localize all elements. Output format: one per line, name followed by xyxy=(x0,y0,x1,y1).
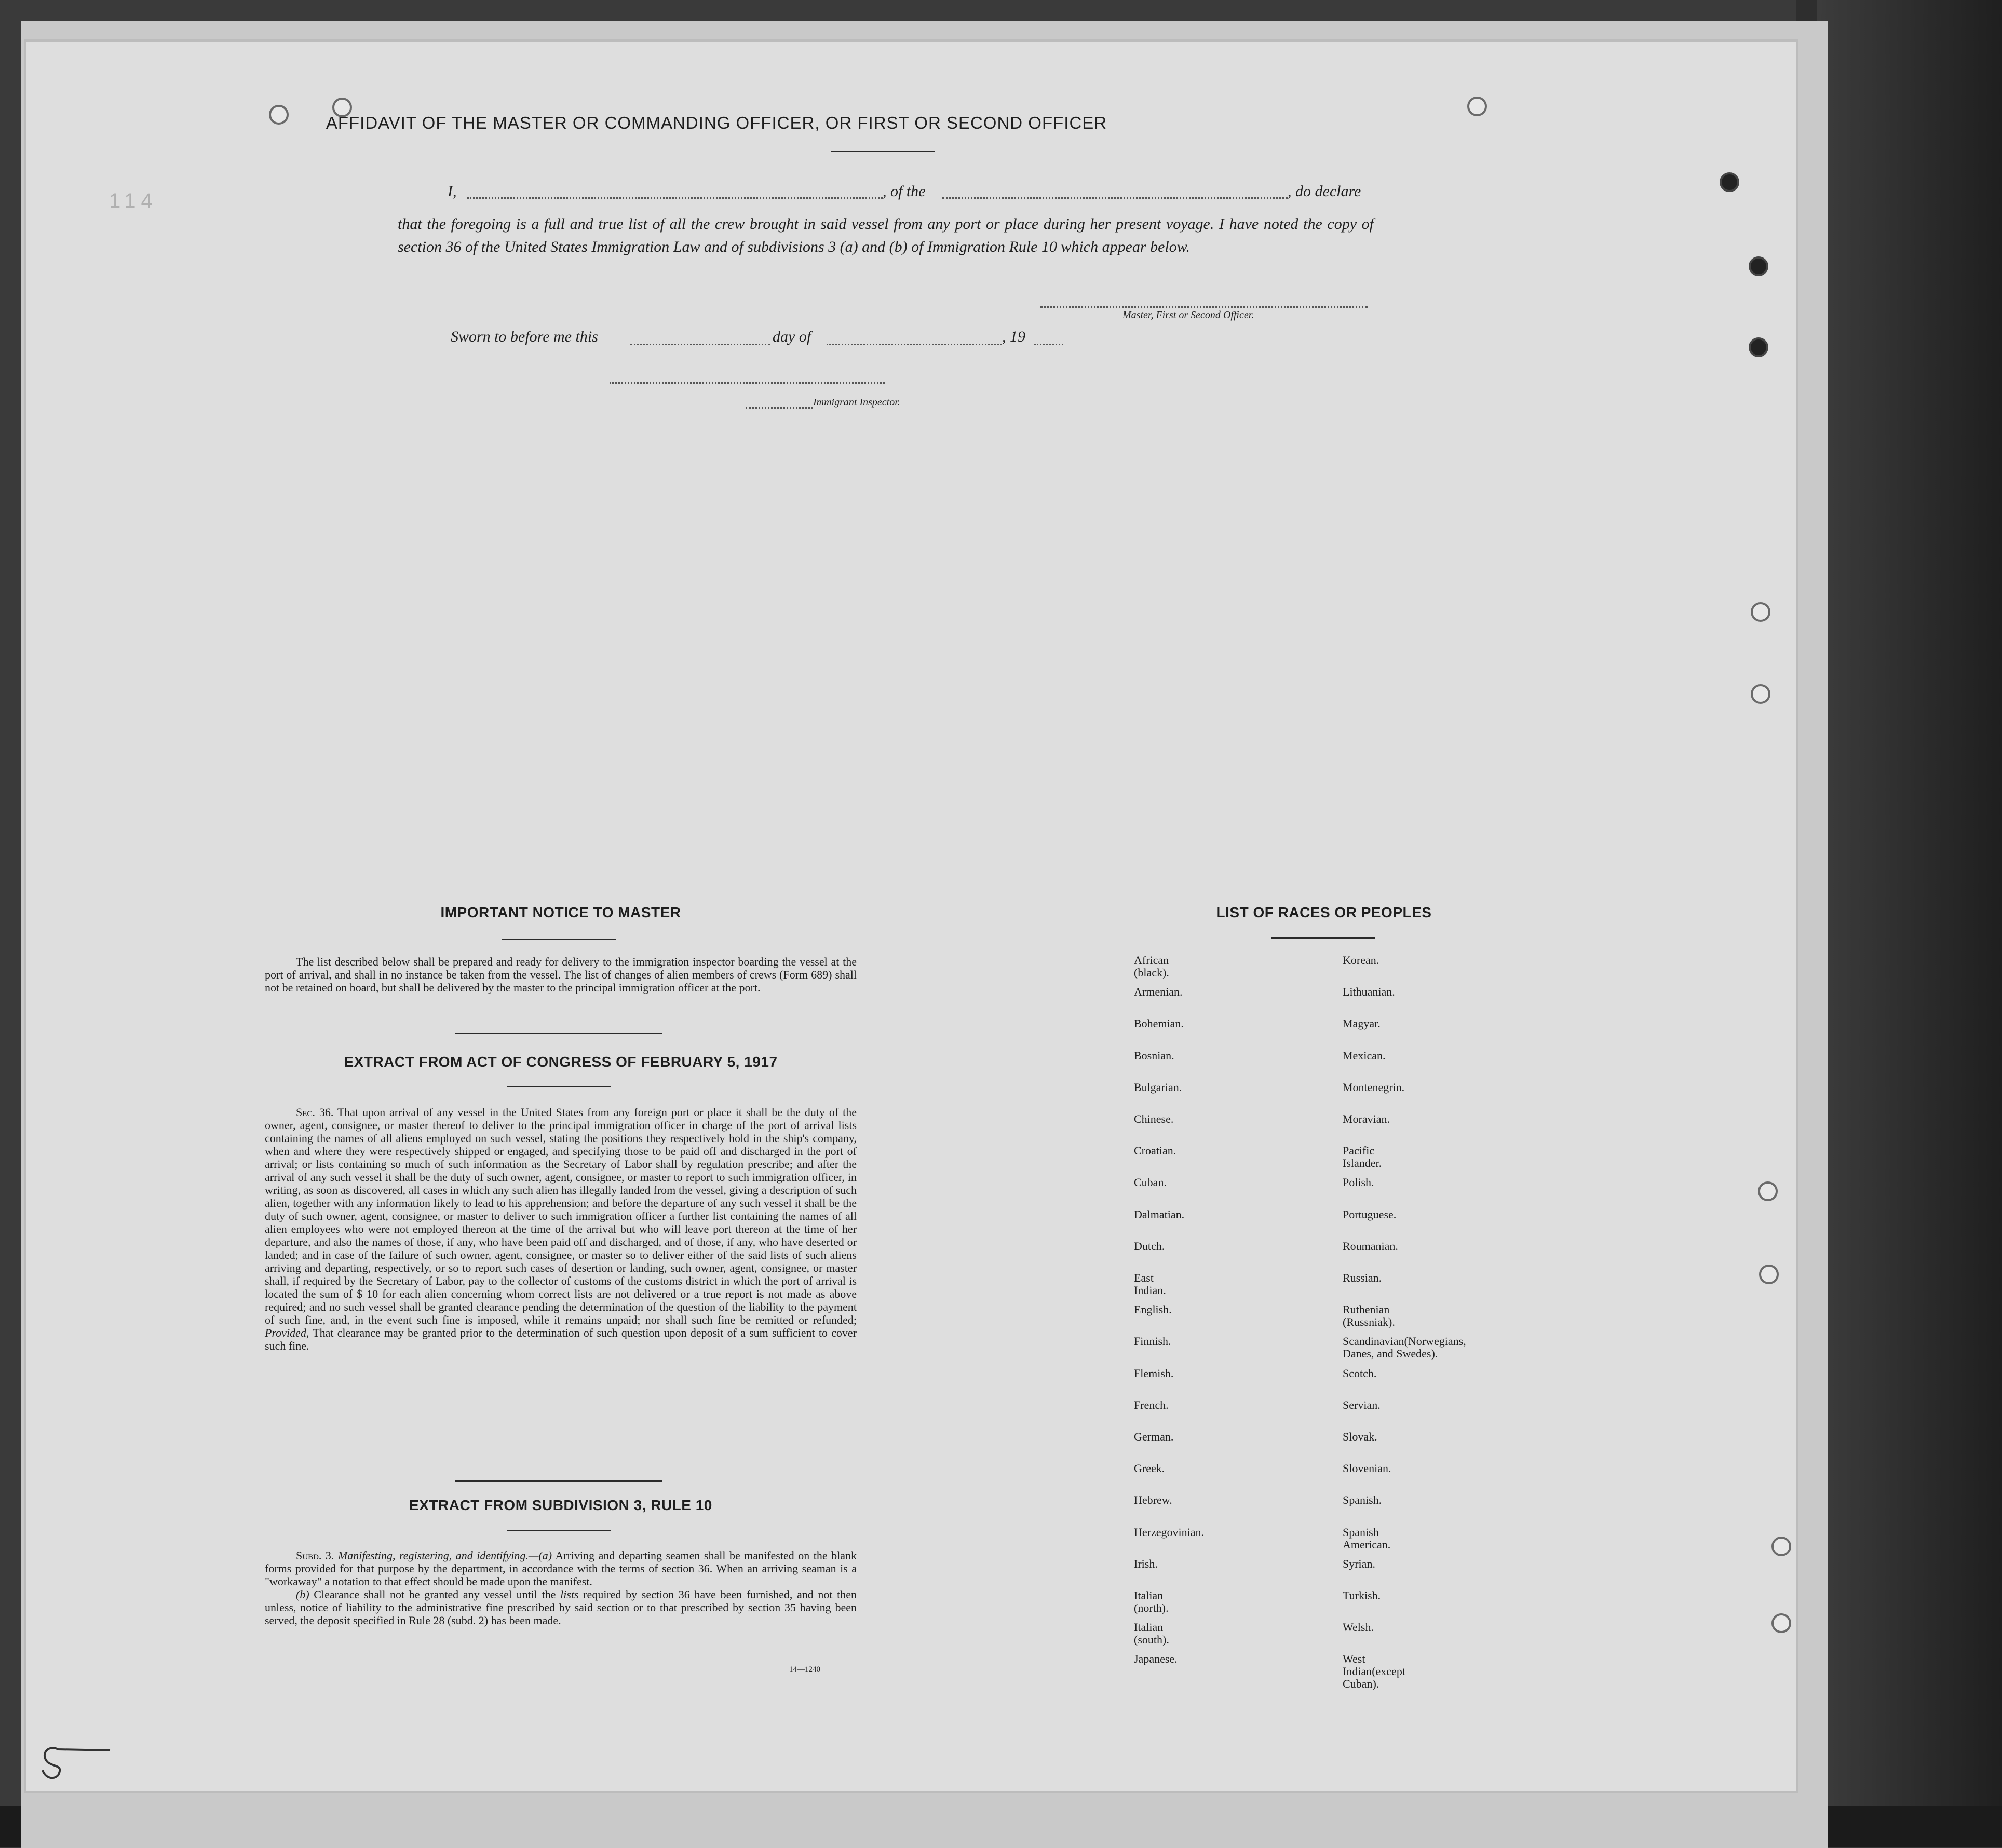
act-extract-title: EXTRACT FROM ACT OF CONGRESS OF FEBRUARY 5, 1917 xyxy=(344,1054,778,1070)
race-item: Magyar. xyxy=(1343,1017,1381,1030)
race-item: English. xyxy=(1134,1303,1172,1316)
race-item: Mexican. xyxy=(1343,1049,1386,1062)
subd-label: Subd. 3. xyxy=(296,1549,334,1562)
race-item: West Indian(except Cuban). xyxy=(1343,1652,1405,1691)
signature-label: Master, First or Second Officer. xyxy=(1122,309,1254,321)
sec-36-body: 36. That upon arrival of any vessel in the United States from any foreign port or place it shall be the duty of the owner, agent, consignee, or master thereof to deliver to the principal immigration officer in charge of the port of arrival lists containing the names of all aliens employed on such vessel, stating the positions they respectively hold in the ship's company, when and where they were respectively shipped or engaged, and specifying those to be paid off and discharged in the port of arrival; or lists containing so much of such information as the Secretary of Labor shall by regulation prescribe; and after the arrival of any such vessel it shall be the duty of such owner, agent, consignee, or master to report to such immigration officer, in writing, as soon as discovered, all cases in which any such alien has illegally landed from the vessel, giving a description of such alien, together with any information likely to lead to his apprehension; and before the departure of any such vessel it shall be the duty of such owner, agent, consignee, or master to deliver to such immigration officer a further list containing the names of all alien employees who were not employed thereon at the time of the arrival but who will leave port thereon at the time of her departure, and also the names of those, if any, who have been paid off and discharged, and of those, if any, who have deserted or landed; and in case of the failure of such owner, agent, consignee, or master so to deliver either of the said lists of such aliens arriving and departing, respectively, or so to report such cases of desertion or landing, such owner, agent, consignee, or master shall, if required by the Secretary of Labor, pay to the collector of customs of the customs district in which the port of arrival is located the sum of $ 10 for each alien concerning whom correct lists are not delivered or a true report is not made as above required; and no such vessel shall be granted clearance pending the determination of the question of the liability to the payment of such fine, and, in the event such fine is imposed, while it remains unpaid; nor shall such fine be remitted or refunded; xyxy=(265,1106,857,1326)
race-item: Croatian. xyxy=(1134,1144,1176,1158)
sworn-prefix: Sworn to before me this xyxy=(451,328,598,345)
punch-hole-icon xyxy=(1758,1181,1778,1201)
race-item: Scandinavian(Norwegians, Danes, and Swedes). xyxy=(1343,1335,1466,1361)
notice-divider xyxy=(455,1033,662,1034)
race-item: Italian (north). xyxy=(1134,1589,1169,1614)
punch-hole-icon xyxy=(1749,337,1768,357)
subd-a-text: Arriving and departing seamen shall be manifested on the blank forms provided for that purpose by the department, in accordance with the terms of section 36. When an arriving seaman is a "workaway" a notation to that effect should be made upon the manifest. xyxy=(265,1549,857,1588)
punch-hole-icon xyxy=(1751,684,1770,704)
handwritten-mark-icon xyxy=(37,1739,115,1786)
inspector-line[interactable] xyxy=(610,382,885,384)
race-item: Moravian. xyxy=(1343,1112,1390,1125)
race-item: Japanese. xyxy=(1134,1652,1178,1666)
race-item: Bulgarian. xyxy=(1134,1080,1182,1094)
punch-hole-icon xyxy=(1771,1537,1791,1556)
race-item: Korean. xyxy=(1343,954,1379,967)
race-item: Greek. xyxy=(1134,1462,1165,1475)
provided-word: Provided, xyxy=(265,1326,309,1339)
notice-title: IMPORTANT NOTICE TO MASTER xyxy=(440,904,681,920)
document-page xyxy=(26,42,1796,1791)
vessel-blank[interactable] xyxy=(942,197,1288,199)
races-rule xyxy=(1271,937,1375,939)
race-item: Ruthenian (Russniak). xyxy=(1343,1303,1395,1329)
race-item: Pacific Islander. xyxy=(1343,1144,1382,1170)
race-item: East Indian. xyxy=(1134,1271,1166,1297)
punch-hole-icon xyxy=(1751,602,1770,622)
subd-b-paragraph xyxy=(265,1588,857,1627)
section-36-paragraph xyxy=(265,1106,857,1352)
subd-b-label: (b) xyxy=(296,1588,309,1601)
signature-line[interactable] xyxy=(1040,306,1368,308)
subd-a-paragraph xyxy=(265,1549,857,1588)
sworn-day-of: day of xyxy=(773,328,811,345)
inspector-label: Immigrant Inspector. xyxy=(813,397,900,408)
race-item: African (black). xyxy=(1134,954,1169,979)
races-title: LIST OF RACES OR PEOPLES xyxy=(1216,904,1432,920)
punch-hole-icon xyxy=(1720,172,1739,192)
affidavit-i: I, xyxy=(448,183,457,200)
race-item: Turkish. xyxy=(1343,1589,1381,1602)
subd-b-text-2: required by section 36 have been furnished, and not then unless, notice of liability to the administrative fine prescribed by said section or to that prescribed by section 35 having been served, the deposit specified in Rule 28 (subd. 2) has been made. xyxy=(265,1588,857,1627)
sworn-day-blank[interactable] xyxy=(630,344,770,345)
race-item: Welsh. xyxy=(1343,1621,1374,1634)
race-item: Spanish American. xyxy=(1343,1525,1391,1551)
race-item: Slovak. xyxy=(1343,1430,1377,1443)
notice-rule xyxy=(502,939,616,940)
sworn-month-blank[interactable] xyxy=(827,344,1002,345)
race-item: Bosnian. xyxy=(1134,1049,1174,1062)
name-blank[interactable] xyxy=(467,197,883,199)
race-item: Scotch. xyxy=(1343,1366,1377,1380)
rule-extract-rule xyxy=(507,1530,611,1531)
notice-paragraph: The list described below shall be prepared and ready for delivery to the immigration inspector boarding the vessel at the port of arrival, and shall in no instance be taken from the vessel. The list of changes of alien members of crews (Form 689) shall not be retained on board, but shall be delivered by the master to the principal immigration officer at the port. xyxy=(265,955,857,994)
notice-text xyxy=(265,955,857,994)
race-item: Lithuanian. xyxy=(1343,985,1395,999)
race-item: Montenegrin. xyxy=(1343,1080,1405,1094)
race-item: Spanish. xyxy=(1343,1493,1382,1507)
affidavit-paragraph: that the foregoing is a full and true list of all the crew brought in said vessel from any port or place during her present voyage. I have noted the copy of section 36 of the United States Immigration Law and of subdivisions 3 (a) and (b) of Immigration Rule 10 which appear below. xyxy=(398,215,1374,255)
race-item: Italian (south). xyxy=(1134,1621,1169,1647)
punch-hole-icon xyxy=(1771,1613,1791,1633)
act-extract-rule xyxy=(507,1086,611,1087)
race-item: Roumanian. xyxy=(1343,1239,1398,1253)
race-item: Chinese. xyxy=(1134,1112,1174,1125)
race-item: Flemish. xyxy=(1134,1366,1174,1380)
act-extract-divider xyxy=(455,1480,662,1482)
background-edge xyxy=(1817,0,2002,1847)
race-item: French. xyxy=(1134,1398,1169,1411)
sec-36-end: That clearance may be granted prior to the determination of such question upon deposit of a sum sufficient to cover such fine. xyxy=(265,1326,857,1352)
subd-heading: Manifesting, registering, and identifying.—(a) xyxy=(337,1549,552,1562)
form-number: 14—1240 xyxy=(789,1665,820,1674)
race-item: Cuban. xyxy=(1134,1176,1167,1189)
act-extract-text xyxy=(265,1106,857,1352)
sec-label: Sec. xyxy=(296,1106,315,1119)
race-item: Portuguese. xyxy=(1343,1207,1397,1221)
punch-hole-icon xyxy=(1759,1265,1779,1284)
margin-stamp: 114 xyxy=(109,189,158,212)
race-item: German. xyxy=(1134,1430,1174,1443)
race-item: Dutch. xyxy=(1134,1239,1165,1253)
sworn-year-blank[interactable] xyxy=(1034,344,1063,345)
race-item: Bohemian. xyxy=(1134,1017,1184,1030)
race-item: Syrian. xyxy=(1343,1557,1375,1570)
race-item: Irish. xyxy=(1134,1557,1158,1570)
race-item: Hebrew. xyxy=(1134,1493,1172,1507)
rule-extract-text xyxy=(265,1549,857,1627)
race-item: Finnish. xyxy=(1134,1335,1171,1348)
title-rule xyxy=(831,151,935,152)
rule-extract-title: EXTRACT FROM SUBDIVISION 3, RULE 10 xyxy=(409,1497,712,1513)
inspector-dots xyxy=(746,407,813,409)
affidavit-declare: , do declare xyxy=(1288,183,1361,200)
race-item: Armenian. xyxy=(1134,985,1183,999)
affidavit-of-the: , of the xyxy=(883,183,926,200)
subd-b-lists: lists xyxy=(560,1588,579,1601)
race-item: Servian. xyxy=(1343,1398,1381,1411)
subd-b-text-1: Clearance shall not be granted any vessel until the xyxy=(314,1588,556,1601)
punch-hole-icon xyxy=(1467,97,1487,116)
race-item: Herzegovinian. xyxy=(1134,1525,1204,1539)
race-item: Polish. xyxy=(1343,1176,1374,1189)
punch-hole-icon xyxy=(1749,256,1768,276)
race-item: Dalmatian. xyxy=(1134,1207,1185,1221)
race-item: Slovenian. xyxy=(1343,1462,1391,1475)
sworn-year: , 19 xyxy=(1002,328,1025,345)
punch-hole-icon xyxy=(269,105,289,125)
race-item: Russian. xyxy=(1343,1271,1382,1284)
affidavit-title: AFFIDAVIT OF THE MASTER OR COMMANDING OFFICER, OR FIRST OR SECOND OFFICER xyxy=(326,113,1107,132)
